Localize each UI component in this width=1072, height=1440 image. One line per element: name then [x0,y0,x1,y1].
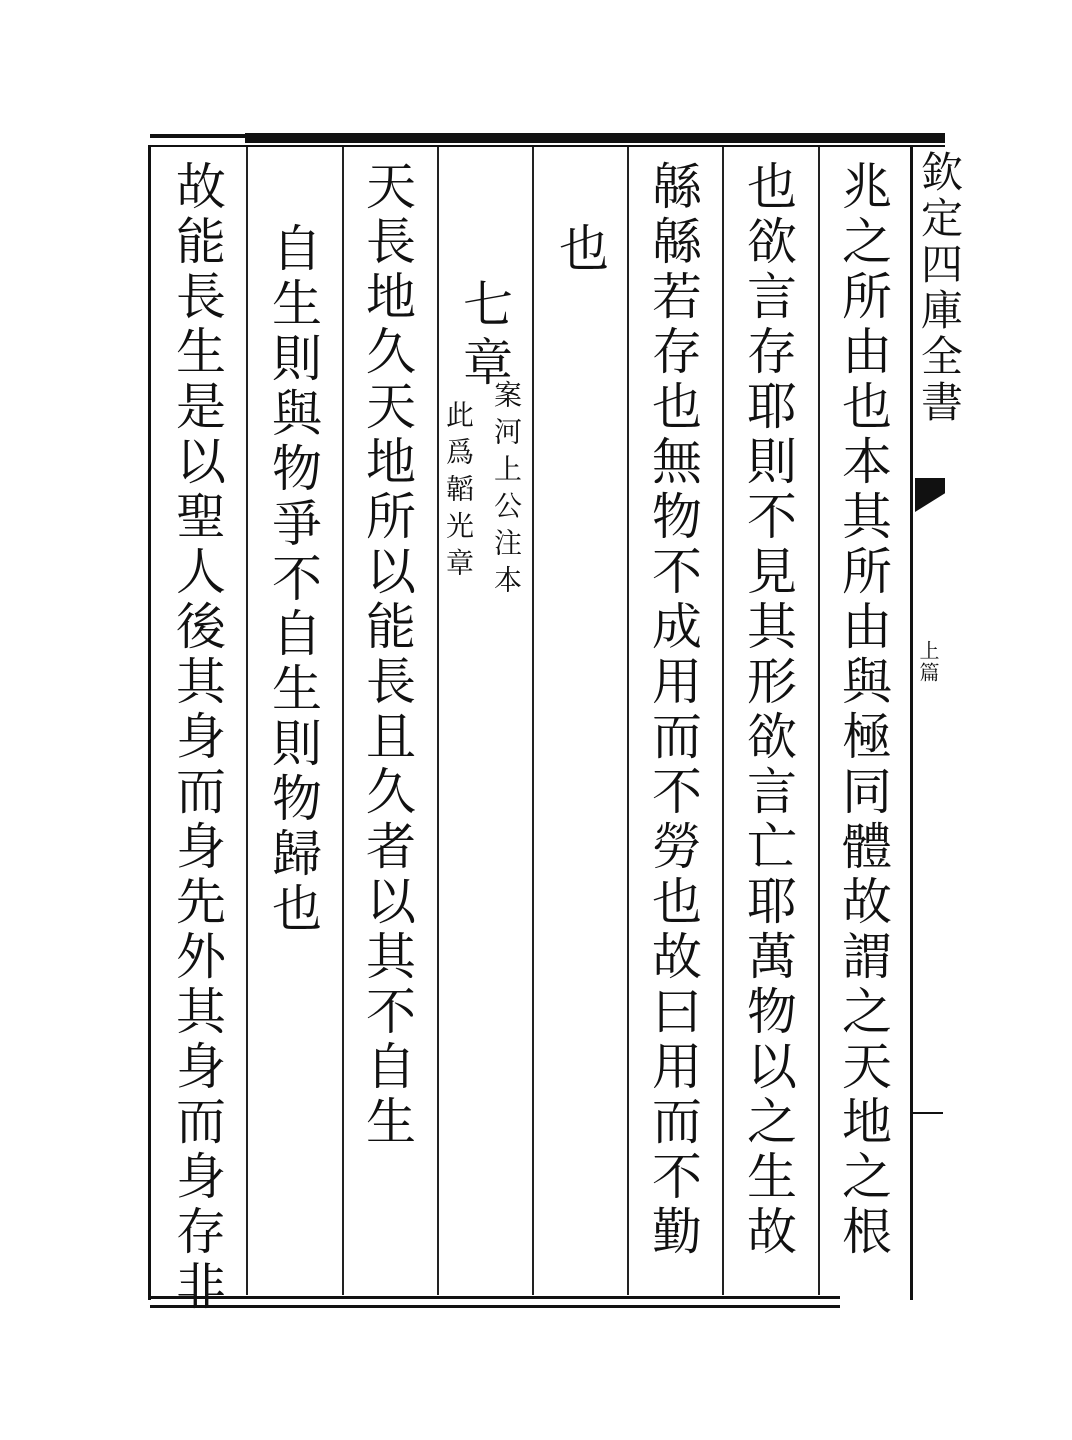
column-divider [437,147,439,1295]
chapter-note-line-1: 案河上公注本 [490,380,523,602]
column-divider [246,147,248,1295]
text-column-7: 故能長生是以聖人後其身而身先外其身而身存非 [168,160,226,1315]
text-column-1: 兆之所由也本其所由與極同體故謂之天地之根 [834,160,892,1260]
column-divider [627,147,629,1295]
text-column-2: 也欲言存耶則不見其形欲言亡耶萬物以之生故 [739,160,797,1260]
bottom-border-double [150,1305,840,1308]
section-label: 上篇 [916,640,940,684]
column-divider [342,147,344,1295]
chapter-note-line-2: 此爲韜光章 [442,400,475,585]
right-border [910,145,913,1300]
column-divider [532,147,534,1295]
column-divider [818,147,820,1295]
text-column-6: 自生則與物爭不自生則物歸也 [264,222,322,937]
left-border [148,145,151,1300]
book-title: 欽定四庫全書 [915,150,964,426]
text-column-5: 天長地久天地所以能長且久者以其不自生 [358,160,416,1150]
text-column-4: 也 [551,222,609,277]
top-border-thin [150,134,245,138]
bottom-border [150,1296,840,1299]
column-divider [722,147,724,1295]
fishtail-mark [915,478,945,512]
top-border-inner [150,145,945,147]
margin-tick [913,1112,943,1114]
chapter-title: 七章 [455,278,513,394]
top-border-thick [245,133,945,143]
text-column-3: 緜緜若存也無物不成用而不勞也故曰用而不勤 [644,160,702,1260]
